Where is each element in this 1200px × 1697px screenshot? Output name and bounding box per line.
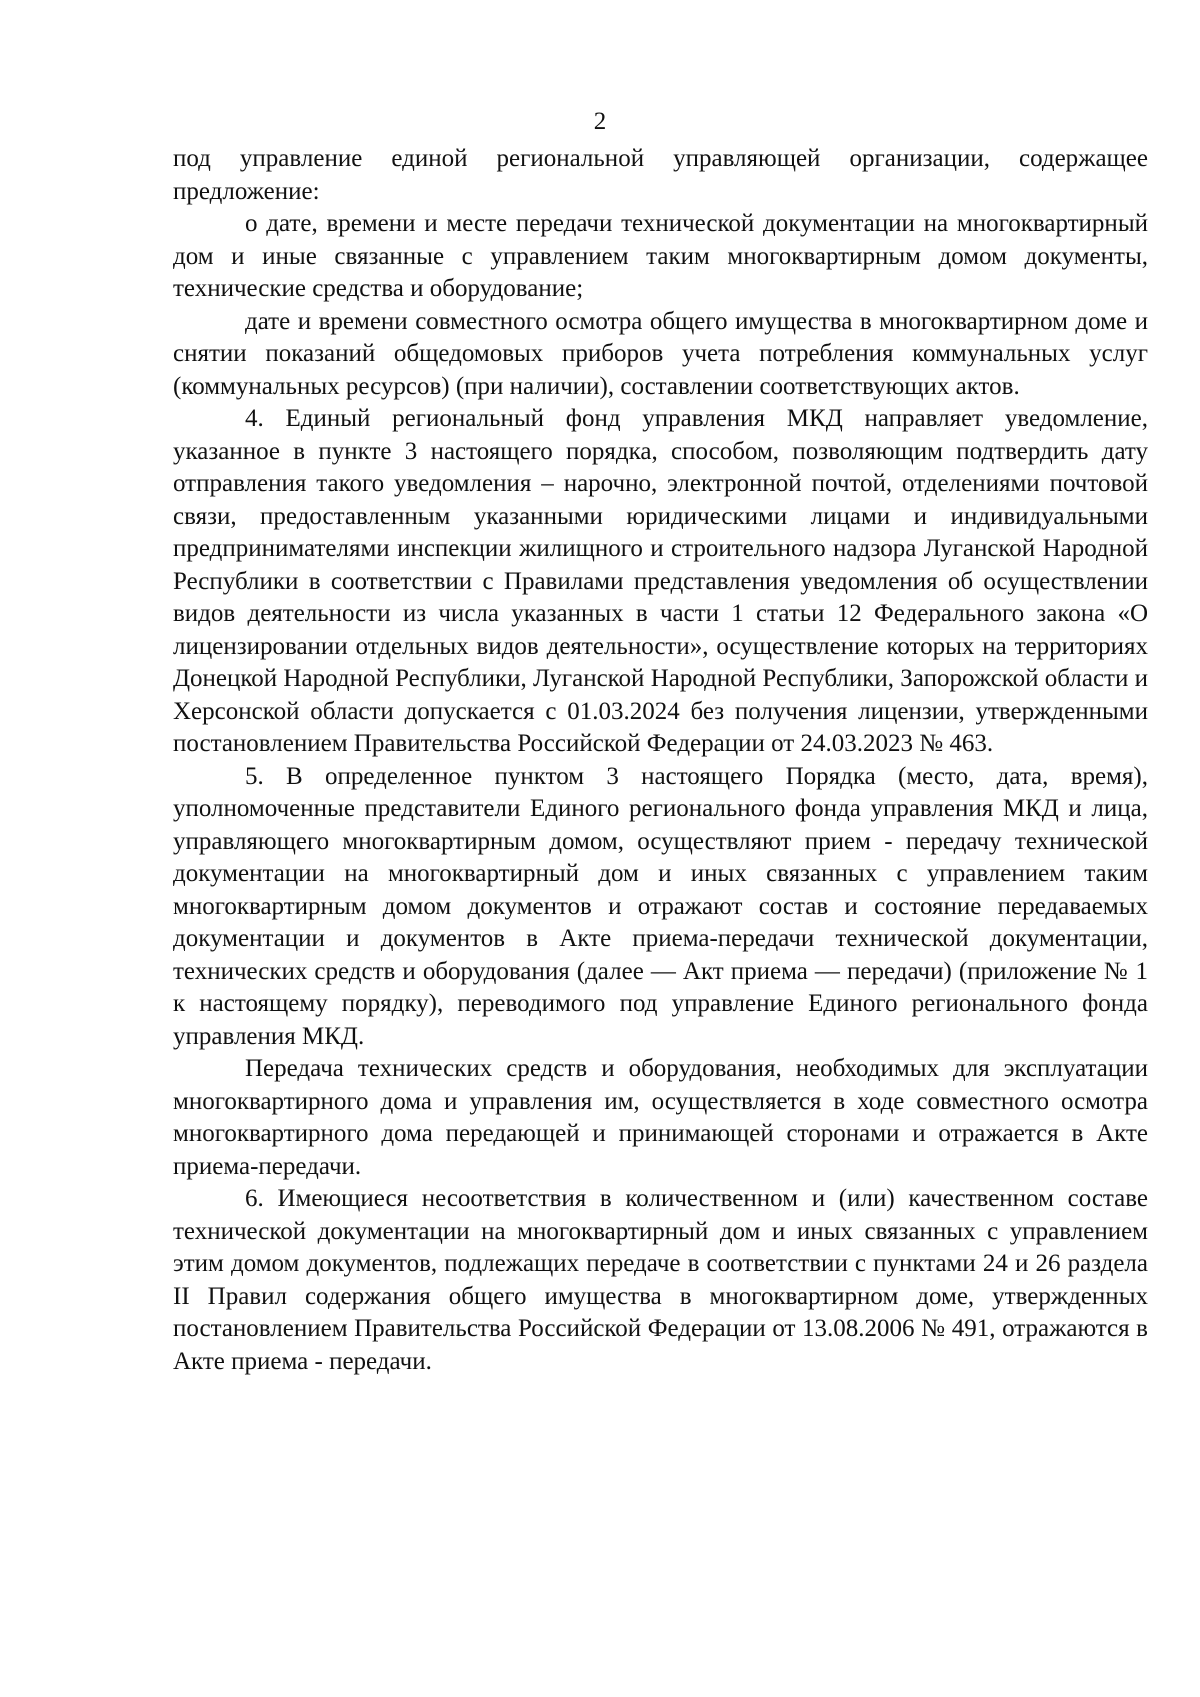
- document-body: [173, 143, 1148, 1378]
- paragraph-item-4: 4. Единый региональный фонд управления МКД направляет уведомление, указанное в пункте 3 настоящего порядка, способом, позволяющим подтвердить дату отправления такого уведомления – нарочно, электронной почтой, отделениями почтовой связи, предоставленным указанными юридическими лицами и индивидуальными предпринимателями инспекции жилищного и строительного надзора Луганской Народной Республики в соответствии с Правилами представления уведомления об осуществлении видов деятельности из числа указанных в части 1 статьи 12 Федерального закона «О лицензировании отдельных видов деятельности», осуществление которых на территориях Донецкой Народной Республики, Луганской Народной Республики, Запорожской области и Херсонской области допускается с 01.03.2024 без получения лицензии, утвержденными постановлением Правительства Российской Федерации от 24.03.2023 № 463.: [173, 405, 1148, 757]
- paragraph-equipment-transfer: Передача технических средств и оборудования, необходимых для эксплуатации многоквартирного дома и управления им, осуществляется в ходе совместного осмотра многоквартирного дома передающей и принимающей сторонами и отражается в Акте приема-передачи.: [173, 1055, 1148, 1180]
- paragraph-proposal-documentation: о дате, времени и месте передачи технической документации на многоквартирный дом и иные связанные с управлением таким многоквартирным домом документы, технические средства и оборудование;: [173, 210, 1148, 302]
- page-number: 2: [593, 108, 607, 135]
- paragraph-continuation: под управление единой региональной управляющей организации, содержащее предложение:: [173, 145, 1148, 205]
- paragraph-item-6: 6. Имеющиеся несоответствия в количественном и (или) качественном составе технической документации на многоквартирный дом и иных связанных с управлением этим домом документов, подлежащих передаче в соответствии с пунктами 24 и 26 раздела II Правил содержания общего имущества в многоквартирном доме, утвержденных постановлением Правительства Российской Федерации от 13.08.2006 № 491, отражаются в Акте приема - передачи.: [173, 1185, 1148, 1375]
- paragraph-item-5: 5. В определенное пунктом 3 настоящего Порядка (место, дата, время), уполномоченные представители Единого регионального фонда управления МКД и лица, управляющего многоквартирным домом, осуществляют прием - передачу технической документации на многоквартирный дом и иных связанных с управлением таким многоквартирным домом документов и отражают состав и состояние передаваемых документации и документов в Акте приема-передачи технической документации, технических средств и оборудования (далее — Акт приема — передачи) (приложение № 1 к настоящему порядку), переводимого под управление Единого регионального фонда управления МКД.: [173, 762, 1148, 1050]
- paragraph-proposal-inspection: дате и времени совместного осмотра общего имущества в многоквартирном доме и снятии показаний общедомовых приборов учета потребления коммунальных услуг (коммунальных ресурсов) (при наличии), составлении соответствующих актов.: [173, 307, 1148, 400]
